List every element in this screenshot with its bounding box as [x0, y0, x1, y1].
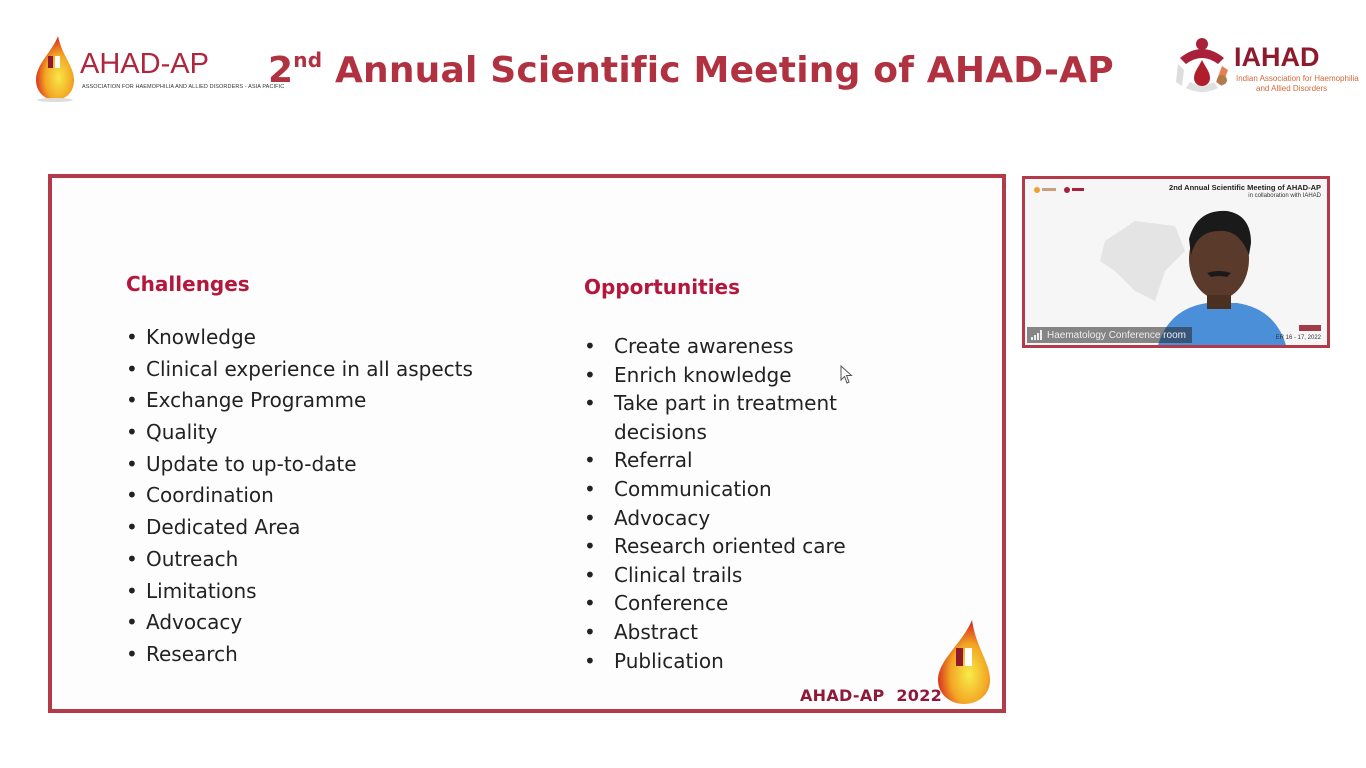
virtual-tag	[1299, 325, 1321, 331]
list-item: • Research	[126, 639, 473, 671]
list-item-text: • Create awareness	[614, 334, 794, 358]
list-item	[584, 475, 846, 504]
list-item	[584, 446, 846, 475]
video-slide-title: 2nd Annual Scientific Meeting of AHAD-AP	[1169, 183, 1321, 192]
flame-drop-icon	[32, 34, 78, 102]
list-item	[584, 332, 846, 361]
title-rest: Annual Scientific Meeting of AHAD-AP	[322, 50, 1114, 91]
iahad-logo-subtitle-1: Indian Association for Haemophilia	[1236, 74, 1359, 83]
list-item: • Limitations	[126, 576, 473, 608]
mini-logos	[1033, 185, 1093, 197]
list-item: • Advocacy	[126, 607, 473, 639]
list-item	[584, 361, 846, 390]
list-item: • Exchange Programme	[126, 385, 473, 417]
challenges-list	[126, 322, 473, 671]
opportunities-heading: Opportunities	[584, 275, 741, 299]
video-date-tag: ER 16 - 17, 2022	[1275, 335, 1321, 341]
list-item	[584, 504, 846, 533]
list-item-text: • Research oriented care	[614, 534, 846, 559]
ahad-ap-logo	[32, 34, 285, 104]
participant-label-bar	[1027, 327, 1192, 343]
list-item	[584, 561, 846, 590]
participant-video-tile[interactable]	[1022, 176, 1330, 348]
iahad-logo-text: IAHAD	[1234, 42, 1320, 72]
ahad-ap-logo-subtitle: ASSOCIATION FOR HAEMOPHILIA AND ALLIED DISORDERS - ASIA PACIFIC	[82, 84, 285, 90]
speaker-video-icon	[1127, 199, 1297, 348]
list-item	[584, 389, 846, 446]
list-item	[584, 618, 846, 647]
challenges-heading: Challenges	[126, 272, 250, 296]
list-item	[584, 589, 846, 618]
list-item: • Dedicated Area	[126, 512, 473, 544]
list-item-text: • Clinical trails	[614, 562, 743, 587]
list-item-text: • Communication	[614, 476, 772, 501]
slide-footer: AHAD-AP 2022	[800, 686, 943, 705]
participant-name: Haematology Conference room	[1047, 329, 1186, 341]
list-item-text: • Publication	[614, 648, 724, 673]
list-item: • Clinical experience in all aspects	[126, 354, 473, 386]
list-item: • Outreach	[126, 544, 473, 576]
list-item	[584, 532, 846, 561]
flame-drop-icon	[932, 618, 996, 706]
title-prefix: 2	[268, 50, 294, 91]
list-item: • Update to up-to-date	[126, 449, 473, 481]
page-title	[268, 50, 1114, 91]
list-item: • Quality	[126, 417, 473, 449]
mini-logos-icon	[1033, 185, 1093, 195]
list-item-text: • Abstract	[614, 619, 698, 644]
list-item: • Knowledge	[126, 322, 473, 354]
mouse-cursor-icon	[840, 365, 854, 385]
ahad-ap-logo-text: AHAD-AP	[80, 48, 209, 80]
list-item-text: • Take part in treatment decisions	[614, 391, 837, 444]
iahad-emblem-icon	[1172, 36, 1232, 96]
opportunities-list	[584, 332, 846, 675]
iahad-logo-subtitle-2: and Allied Disorders	[1256, 84, 1328, 93]
video-slide-subtitle: in collaboration with IAHAD	[1248, 193, 1321, 199]
title-superscript: nd	[293, 48, 323, 72]
list-item-text: • Enrich knowledge	[614, 362, 792, 387]
signal-bars-icon	[1031, 330, 1043, 340]
list-item-text: • Conference	[614, 591, 729, 616]
list-item	[584, 647, 846, 676]
list-item-text: • Advocacy	[614, 505, 711, 530]
presentation-slide	[48, 174, 1006, 713]
list-item-text: • Referral	[614, 448, 693, 473]
list-item: • Coordination	[126, 480, 473, 512]
iahad-logo	[1172, 36, 1359, 100]
